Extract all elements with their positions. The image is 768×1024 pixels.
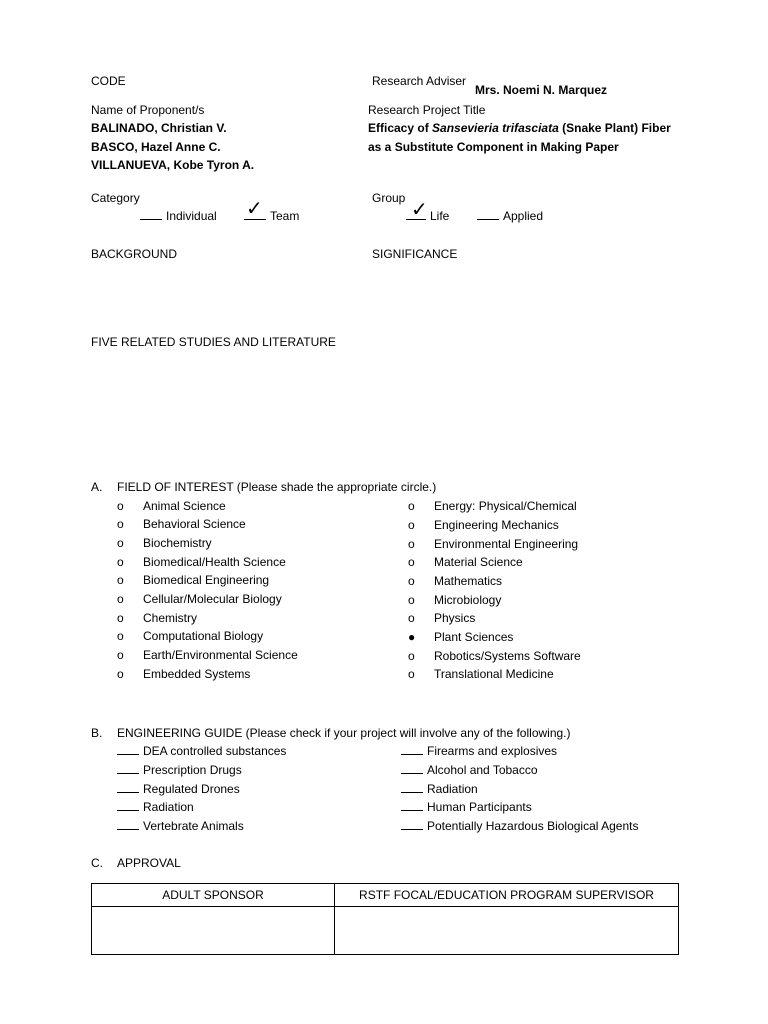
proponents-label: Name of Proponent/s xyxy=(91,103,205,117)
title-text: (Snake Plant) Fiber xyxy=(558,121,671,135)
field-option[interactable] xyxy=(408,518,559,532)
engineering-item[interactable] xyxy=(401,782,478,796)
field-option[interactable] xyxy=(408,611,475,625)
circle-empty-icon: o xyxy=(117,536,124,550)
related-studies-heading: FIVE RELATED STUDIES AND LITERATURE xyxy=(91,335,336,349)
field-option-label: Biomedical Engineering xyxy=(143,573,270,587)
field-option-label: Energy: Physical/Chemical xyxy=(434,499,577,513)
engineering-item[interactable] xyxy=(117,763,242,777)
engineering-item[interactable] xyxy=(401,744,557,758)
blank-line xyxy=(117,763,139,774)
blank-line xyxy=(477,209,499,220)
adviser-label: Research Adviser xyxy=(372,74,467,88)
adult-sponsor-signature-cell[interactable] xyxy=(92,907,335,955)
field-option-label: Behavioral Science xyxy=(143,517,246,531)
option-label: Life xyxy=(430,209,450,223)
field-option-label: Cellular/Molecular Biology xyxy=(143,592,282,606)
field-option[interactable] xyxy=(117,555,286,569)
field-option-label: Computational Biology xyxy=(143,629,264,643)
approval-title: APPROVAL xyxy=(117,856,181,870)
circle-empty-icon: o xyxy=(117,611,124,625)
circle-empty-icon: o xyxy=(408,611,415,625)
engineering-item[interactable] xyxy=(401,800,532,814)
project-title-label: Research Project Title xyxy=(368,103,486,117)
field-option-label: Chemistry xyxy=(143,611,198,625)
blank-line xyxy=(117,819,139,830)
field-option-selected[interactable] xyxy=(408,630,513,644)
blank-line xyxy=(140,209,162,220)
engineering-letter: B. xyxy=(91,726,103,740)
field-option-label: Translational Medicine xyxy=(434,667,554,681)
blank-line xyxy=(117,744,139,755)
field-option-label: Plant Sciences xyxy=(434,630,514,644)
blank-line xyxy=(117,782,139,793)
field-option[interactable] xyxy=(408,593,501,607)
engineering-item[interactable] xyxy=(117,819,244,833)
supervisor-header: RSTF FOCAL/EDUCATION PROGRAM SUPERVISOR xyxy=(335,884,679,907)
field-option[interactable] xyxy=(117,629,263,643)
circle-empty-icon: o xyxy=(117,667,124,681)
category-label: Category xyxy=(91,191,140,205)
field-option[interactable] xyxy=(408,555,523,569)
engineering-item-label: Regulated Drones xyxy=(143,782,240,796)
circle-empty-icon: o xyxy=(117,517,124,531)
field-option[interactable] xyxy=(117,499,226,513)
circle-empty-icon: o xyxy=(408,537,415,551)
field-option-label: Mathematics xyxy=(434,574,503,588)
option-label: Applied xyxy=(503,209,544,223)
significance-heading: SIGNIFICANCE xyxy=(372,247,458,261)
field-option-label: Biomedical/Health Science xyxy=(143,555,286,569)
engineering-item-label: Potentially Hazardous Biological Agents xyxy=(427,819,639,833)
blank-line xyxy=(401,744,423,755)
approval-letter: C. xyxy=(91,856,103,870)
engineering-item[interactable] xyxy=(117,800,194,814)
field-option-label: Animal Science xyxy=(143,499,226,513)
circle-empty-icon: o xyxy=(117,573,124,587)
field-option[interactable] xyxy=(408,537,578,551)
engineering-item[interactable] xyxy=(117,782,240,796)
field-option[interactable] xyxy=(117,536,212,550)
field-option[interactable] xyxy=(408,649,581,663)
circle-empty-icon: o xyxy=(408,499,415,513)
engineering-item-label: Firearms and explosives xyxy=(427,744,558,758)
circle-empty-icon: o xyxy=(408,555,415,569)
circle-empty-icon: o xyxy=(117,629,124,643)
field-option[interactable] xyxy=(408,499,577,513)
circle-empty-icon: o xyxy=(408,574,415,588)
engineering-item-label: Radiation xyxy=(427,782,478,796)
engineering-item-label: Vertebrate Animals xyxy=(143,819,244,833)
option-label: Team xyxy=(270,209,300,223)
engineering-item[interactable] xyxy=(401,763,538,777)
option-label: Individual xyxy=(166,209,217,223)
code-label: CODE xyxy=(91,74,126,88)
field-option[interactable] xyxy=(117,648,298,662)
project-title-line1 xyxy=(368,121,671,135)
circle-empty-icon: o xyxy=(117,592,124,606)
blank-line xyxy=(401,819,423,830)
circle-empty-icon: o xyxy=(408,593,415,607)
field-option[interactable] xyxy=(117,517,246,531)
engineering-item-label: DEA controlled substances xyxy=(143,744,287,758)
engineering-title: ENGINEERING GUIDE (Please check if your project will involve any of the following.) xyxy=(117,726,571,740)
field-option-label: Environmental Engineering xyxy=(434,537,579,551)
engineering-item[interactable] xyxy=(117,744,286,758)
engineering-item[interactable] xyxy=(401,819,638,833)
field-option[interactable] xyxy=(117,573,269,587)
circle-empty-icon: o xyxy=(408,667,415,681)
checkmark-icon: ✓ xyxy=(246,198,263,220)
checkmark-icon: ✓ xyxy=(411,199,428,221)
group-label: Group xyxy=(372,191,406,205)
field-option[interactable] xyxy=(117,667,250,681)
adviser-name: Mrs. Noemi N. Marquez xyxy=(475,83,608,97)
field-option[interactable] xyxy=(408,574,502,588)
blank-line xyxy=(401,782,423,793)
circle-empty-icon: o xyxy=(117,648,124,662)
engineering-item-label: Human Participants xyxy=(427,800,532,814)
field-option[interactable] xyxy=(117,611,197,625)
proponent-name: VILLANUEVA, Kobe Tyron A. xyxy=(91,158,255,172)
circle-empty-icon: o xyxy=(408,518,415,532)
field-option-label: Earth/Environmental Science xyxy=(143,648,298,662)
approval-table xyxy=(91,883,679,955)
field-of-interest-title: FIELD OF INTEREST (Please shade the appropriate circle.) xyxy=(117,480,437,494)
field-option-label: Biochemistry xyxy=(143,536,212,550)
field-option-label: Physics xyxy=(434,611,476,625)
circle-filled-icon: ● xyxy=(408,630,416,644)
adult-sponsor-header: ADULT SPONSOR xyxy=(92,884,335,907)
field-of-interest-letter: A. xyxy=(91,480,103,494)
field-option[interactable] xyxy=(117,592,282,606)
category-individual xyxy=(140,209,217,223)
engineering-item-label: Alcohol and Tobacco xyxy=(427,763,538,777)
field-option-label: Robotics/Systems Software xyxy=(434,649,581,663)
blank-line xyxy=(401,800,423,811)
group-applied xyxy=(477,209,543,223)
field-option-label: Material Science xyxy=(434,555,523,569)
engineering-item-label: Prescription Drugs xyxy=(143,763,242,777)
field-option-label: Engineering Mechanics xyxy=(434,518,559,532)
blank-line xyxy=(117,800,139,811)
proponent-name: BASCO, Hazel Anne C. xyxy=(91,140,221,154)
supervisor-signature-cell[interactable] xyxy=(335,907,679,955)
field-option-label: Embedded Systems xyxy=(143,667,251,681)
circle-empty-icon: o xyxy=(117,555,124,569)
background-heading: BACKGROUND xyxy=(91,247,178,261)
proponent-name: BALINADO, Christian V. xyxy=(91,121,227,135)
engineering-item-label: Radiation xyxy=(143,800,194,814)
title-text: Efficacy of xyxy=(368,121,433,135)
field-option-label: Microbiology xyxy=(434,593,502,607)
circle-empty-icon: o xyxy=(408,649,415,663)
circle-empty-icon: o xyxy=(117,499,124,513)
blank-line xyxy=(401,763,423,774)
title-species: Sansevieria trifasciata xyxy=(432,121,559,135)
project-title-line2: as a Substitute Component in Making Paper xyxy=(368,140,619,154)
field-option[interactable] xyxy=(408,667,554,681)
